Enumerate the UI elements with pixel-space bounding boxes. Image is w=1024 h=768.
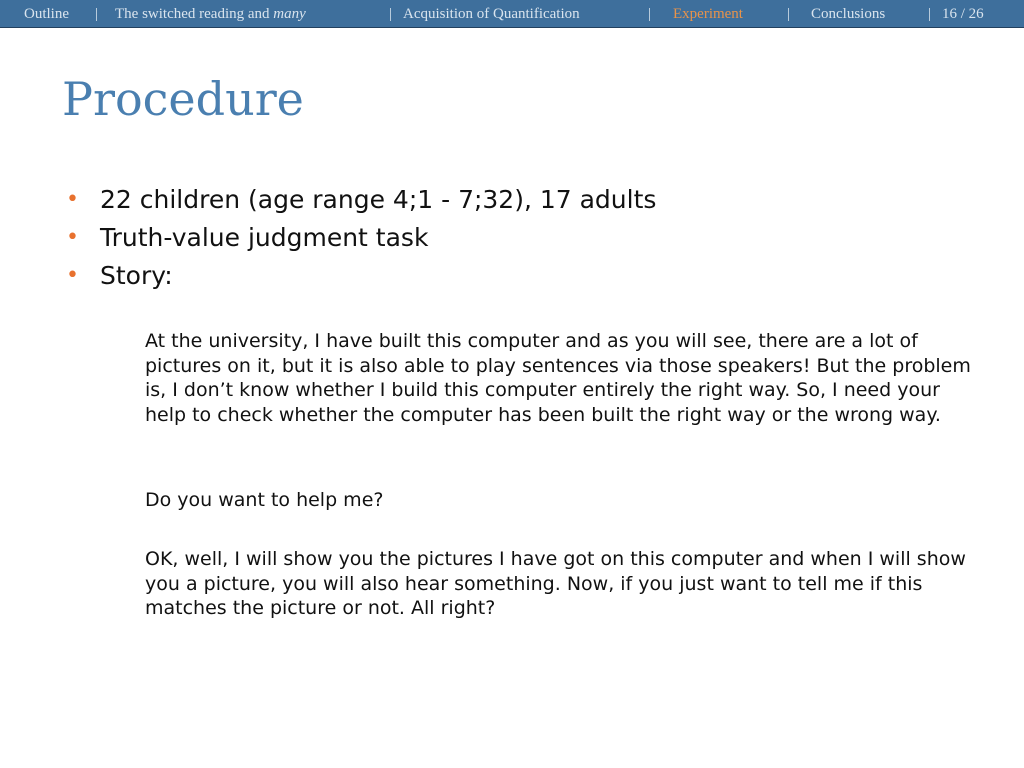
bullet-item (62, 257, 656, 295)
bullet-item (62, 219, 656, 257)
nav-separator: | (787, 6, 791, 22)
story-paragraph: At the university, I have built this computer and as you will see, there are a lot of pictures on it, but it is also able to play sentences via those speakers! But the problem is, I don’t know whether I build this computer entirely the right way. So, I need your help to check whether the computer has been built the right way or the wrong way. (145, 330, 971, 426)
bullet-list (62, 181, 656, 295)
nav-switched-reading-italic: many (273, 6, 306, 22)
bullet-icon: • (66, 225, 79, 250)
navigation-bar (0, 0, 1024, 28)
bullet-text: Story: (100, 261, 173, 290)
story-paragraph: OK, well, I will show you the pictures I have got on this computer and when I will show you a picture, you will also hear something. Now, if you just want to tell me if this matches the picture or not. All right? (145, 548, 966, 619)
bullet-icon: • (66, 263, 79, 288)
slide-title: Procedure (62, 72, 304, 126)
nav-switched-reading-text: The switched reading and (115, 6, 270, 22)
nav-acquisition-link[interactable]: Acquisition of Quantification (403, 6, 580, 22)
nav-separator: | (648, 6, 652, 22)
nav-switched-reading-link[interactable] (115, 5, 306, 23)
bullet-text: Truth-value judgment task (100, 223, 429, 252)
nav-conclusions-link[interactable]: Conclusions (811, 6, 886, 22)
nav-separator: | (95, 6, 99, 22)
bullet-text: 22 children (age range 4;1 - 7;32), 17 adults (100, 185, 657, 214)
nav-experiment-link[interactable]: Experiment (673, 6, 743, 22)
bullet-item (62, 181, 656, 219)
nav-separator: | (389, 6, 393, 22)
nav-outline-link[interactable]: Outline (24, 6, 69, 22)
nav-separator: | (928, 6, 932, 22)
story-paragraph: Do you want to help me? (145, 489, 384, 511)
bullet-icon: • (66, 187, 79, 212)
page-counter: 16 / 26 (942, 6, 984, 22)
